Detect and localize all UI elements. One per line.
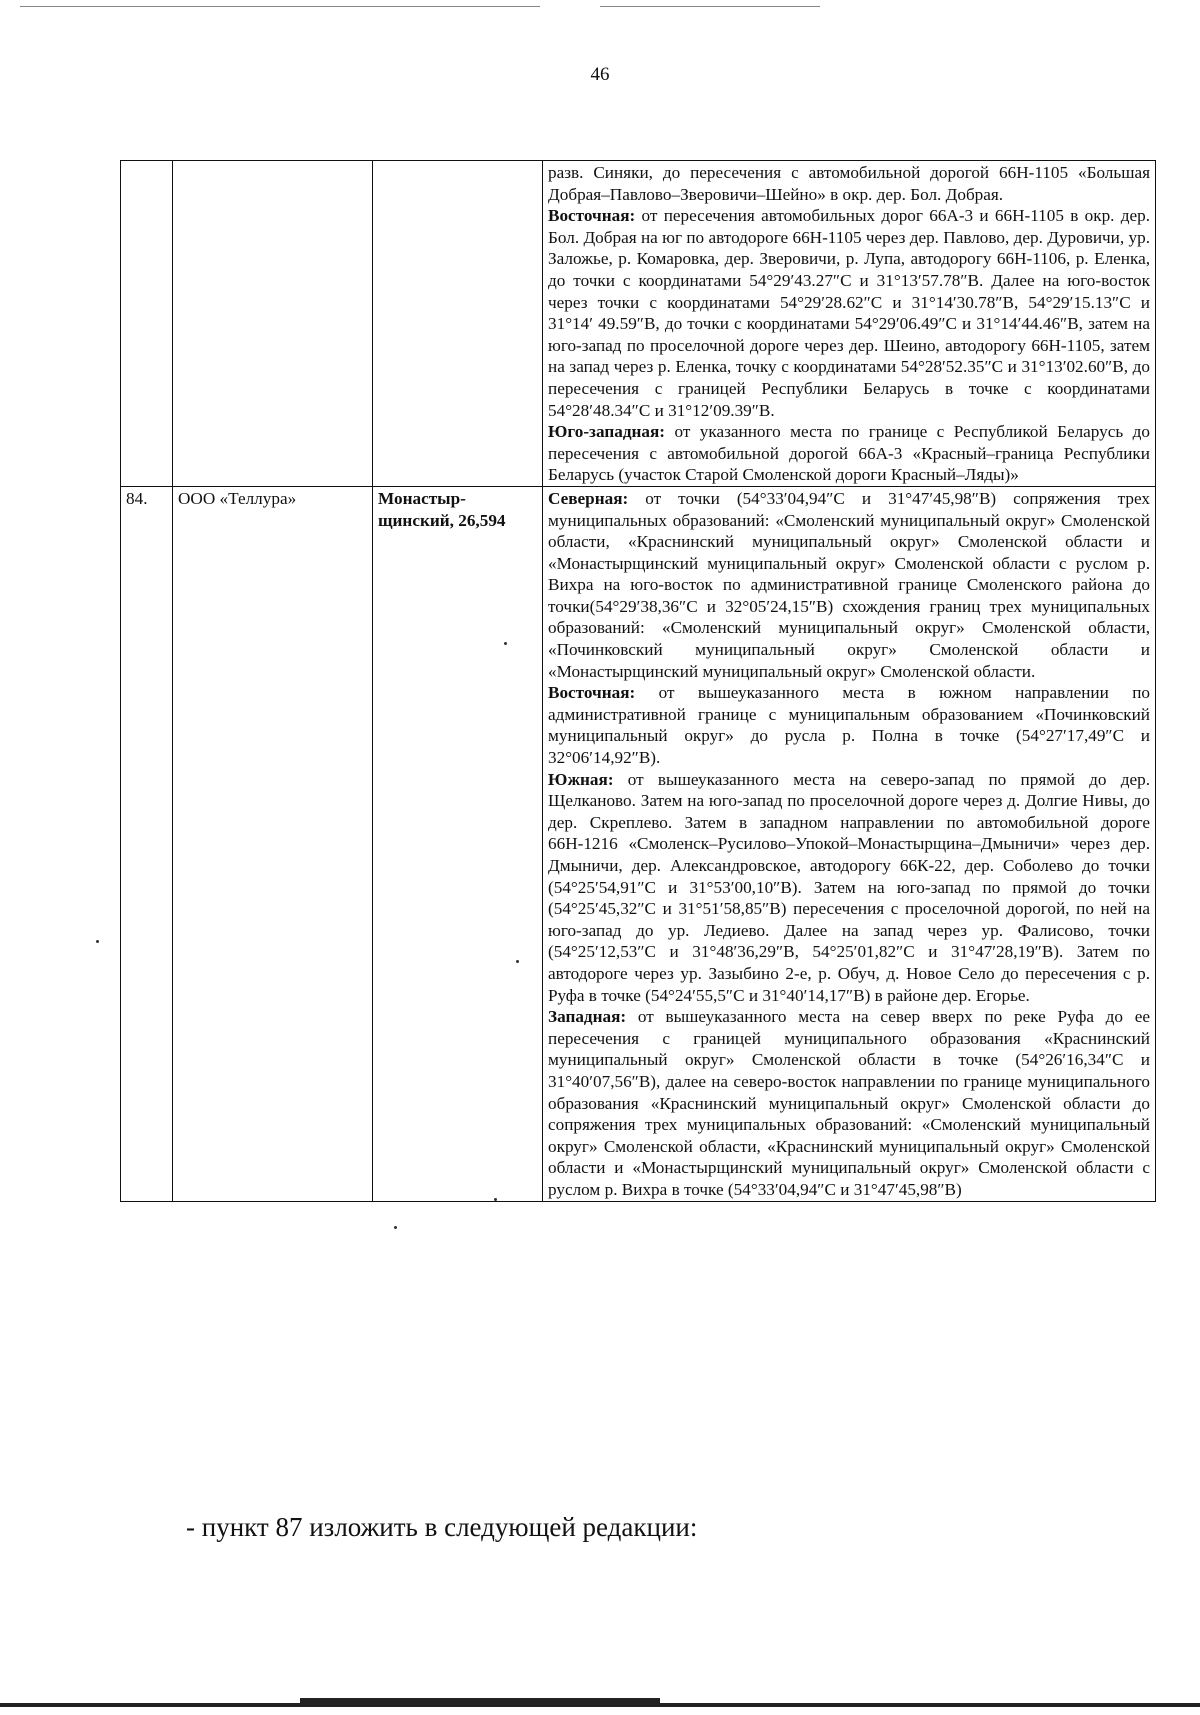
area-cell bbox=[373, 161, 543, 487]
row-number-cell: 84. bbox=[121, 486, 173, 1201]
table-row bbox=[121, 486, 1156, 1201]
scan-artifact-top-right bbox=[600, 6, 820, 7]
scan-speck bbox=[394, 1226, 397, 1229]
scan-artifact-top bbox=[20, 6, 540, 7]
company-cell: ООО «Теллура» bbox=[173, 486, 373, 1201]
boundary-label: Восточная: bbox=[548, 206, 636, 226]
boundary-paragraph: разв. Синяки, до пересечения с автомобильной дорогой 66Н-1105 «Большая Добрая–Павлово–Зверовичи–Шейно» в окр. дер. Бол. Добрая. bbox=[548, 163, 1150, 204]
amendment-instruction: - пункт 87 изложить в следующей редакции: bbox=[186, 1512, 698, 1542]
boundary-paragraph-east: Восточная: от пересечения автомобильных дорог 66А-3 и 66Н-1105 в окр. дер. Бол. Добрая на юг по автодороге 66Н-1105 через дер. Павлово, дер. Дуровичи, ур. Заложье, р. Комаровка, дер. Зверовичи, р. Лупа, автодорогу 66Н-1106, р. Еленка, до точки с координатами 54°29′43.27″С и 31°13′57.78″В. Далее на юго-восток через точки с координатами 54°29′28.62″С и 31°14′30.78″В, 54°29′15.13″С и 31°14′ 49.59″В, до точки с координатами 54°29′06.49″С и 31°14′44.46″В, затем на юго-запад по проселочной дороге через дер. Шеино, автодорогу 66Н-1105, затем на запад через р. Еленка, точку с координатами 54°28′52.35″С и 31°13′02.60″В, до пересечения с границей Республики Беларусь в точке с координатами 54°28′48.34″С и 31°12′09.39″В. bbox=[548, 206, 1150, 420]
scan-artifact-bottom-block bbox=[300, 1698, 660, 1706]
boundary-paragraph-north: Северная: от точки (54°33′04,94″С и 31°47′45,98″В) сопряжения трех муниципальных образований: «Смоленский муниципальный округ» Смоленской области, «Краснинский муниципальный округ» Смоленской области и «Монастырщинский муниципальный округ» Смоленской области с руслом р. Вихра на юго-восток по административной границе Смоленского района до точки(54°29′38,36″С и 32°05′24,15″В) схождения границ трех муниципальных образований: «Смоленский муниципальный округ» Смоленской области, «Починковский муниципальный округ» Смоленской области и «Монастырщинский муниципальный округ» Смоленской области. bbox=[548, 488, 1150, 681]
boundary-paragraph-south: Южная: от вышеуказанного места на северо-запад по прямой до дер. Щелканово. Затем на юго-запад по проселочной дороге через д. Долгие Нивы, до дер. Скреплево. Затем в западном направлении по автомобильной дороге 66Н-1216 «Смоленск–Русилово–Упокой–Монастырщина–Дмыничи» через дер. Дмыничи, дер. Александровское, автодорогу 66К-22, дер. Соболево до точки (54°25′54,91″С и 31°53′00,10″В). Затем на юго-запад по прямой до точки (54°25′45,32″С и 31°51′58,85″В) пересечения с проселочной дорогой, по ней на юго-запад до ур. Ледиево. Далее на запад через ур. Фалисово, точки (54°25′12,53″С и 31°48′36,29″В, 54°25′01,82″С и 31°47′28,19″В). Затем по автодороге через ур. Зазыбино 2-е, р. Обуч, д. Новое Село до пересечения с р. Руфа в точке (54°24′55,5″С и 31°40′14,17″В) в районе дер. Егорье. bbox=[548, 769, 1150, 1005]
area-cell: Монастыр-щинский, 26,594 bbox=[373, 486, 543, 1201]
boundary-description-cell bbox=[543, 161, 1156, 487]
boundary-paragraph-east: Восточная: от вышеуказанного места в южном направлении по административной границе с муниципальным образованием «Починковский муниципальный округ» до русла р. Полна в точке (54°27′17,49″С и 32°06′14,92″В). bbox=[548, 683, 1150, 768]
page-number: 46 bbox=[590, 64, 610, 85]
boundary-label: Западная: bbox=[548, 1007, 627, 1027]
boundary-paragraph-southwest: Юго-западная: от указанного места по границе с Республикой Беларусь до пересечения с автомобильной дорогой 66А-3 «Красный–граница Республики Беларусь (участок Старой Смоленской дороги Красный–Ляды)» bbox=[548, 422, 1150, 485]
boundaries-table bbox=[120, 160, 1156, 1202]
boundary-paragraph-west: Западная: от вышеуказанного места на север вверх по реке Руфа до ее пересечения с границей муниципального образования «Краснинский муниципальный округ» Смоленской области в точке (54°26′16,34″С и 31°40′07,56″В), далее на северо-восток направлении по границе муниципального образования «Краснинский муниципальный округ» Смоленской области до сопряжения трех муниципальных образований: «Смоленский муниципальный округ» Смоленской области, «Краснинский муниципальный округ» Смоленской области и «Монастырщинский муниципальный округ» Смоленской области с руслом р. Вихра в точке (54°33′04,94″С и 31°47′45,98″В) bbox=[548, 1007, 1150, 1199]
boundary-description-cell bbox=[543, 486, 1156, 1201]
table-row bbox=[121, 161, 1156, 487]
boundary-label: Восточная: bbox=[548, 683, 636, 703]
scan-speck bbox=[96, 940, 99, 943]
boundary-label: Южная: bbox=[548, 769, 614, 789]
boundary-label: Юго-западная: bbox=[548, 422, 666, 442]
row-number-cell bbox=[121, 161, 173, 487]
boundary-label: Северная: bbox=[548, 488, 629, 508]
company-cell bbox=[173, 161, 373, 487]
